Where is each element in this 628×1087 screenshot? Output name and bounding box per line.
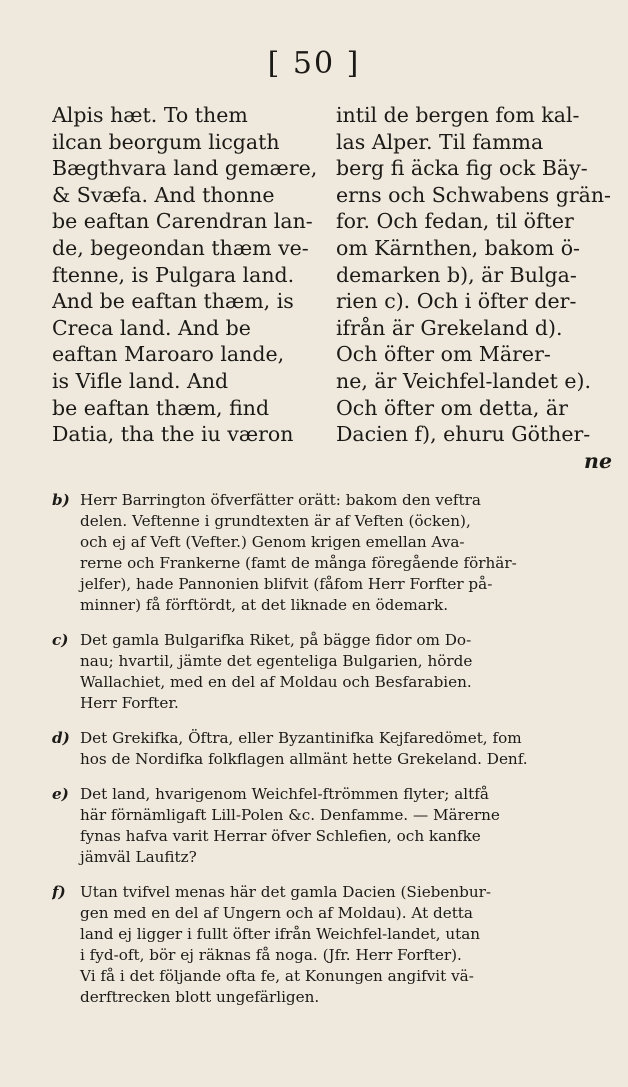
text-line: ifrån är Grekeland d). [336,315,563,340]
text-line: be eaftan thæm, find [52,395,270,420]
page-number: [ 50 ] [267,46,361,81]
text-line: demarken b), är Bulga- [336,262,577,287]
footnote-line: jämväl Laufitz? [80,848,197,866]
footnote-line: delen. Veftenne i grundtexten är af Veften (öcken), [80,512,471,530]
footnote-f [52,882,612,1008]
footnote-line: Herr Barrington öfverfätter orätt: bakom den veftra [80,491,481,509]
text-line: intil de bergen fom kal- [336,103,580,127]
footnote-line: jelfer), hade Pannonien blifvit (fåfom Herr Forfter på- [80,575,493,593]
text-line: Alpis hæt. To them [52,103,248,127]
footnote-line: nau; hvartil, jämte det egenteliga Bulgarien, hörde [80,652,473,670]
footnote-line: Det gamla Bulgarifka Riket, på bägge fidor om Do- [80,631,472,649]
text-line: Och öfter om Märer- [336,342,551,367]
footnote-line: derftrecken blott ungefärligen. [80,988,320,1006]
footnote-mark: b) [52,491,70,509]
text-line: ilcan beorgum licgath [52,129,280,154]
text-line: berg fi äcka fig ock Bäy- [336,156,588,181]
text-line: rien c). Och i öfter der- [336,289,577,314]
text-line: Bægthvara land gemære, [52,156,318,181]
footnote-line: minner) få förftördt, at det liknade en ödemark. [80,596,449,614]
footnote-line: och ej af Veft (Vefter.) Genom krigen emellan Ava- [80,533,465,551]
text-line: las Alper. Til famma [336,129,544,154]
footnote-d [52,728,612,770]
text-line: Och öfter om detta, är [336,395,568,420]
footnote-c [52,630,612,714]
footnote-line: Wallachiet, med en del af Moldau och Besfarabien. [80,673,472,691]
parallel-text [52,102,612,474]
footnote-line: i fyd-oft, bör ej räknas få noga. (Jfr. Herr Forfter). [80,946,462,964]
text-line: erns och Schwabens grän- [336,182,611,207]
footnote-b [52,490,612,616]
text-line: Creca land. And be [52,315,251,340]
footnote-line: gen med en del af Ungern och af Moldau). At detta [80,904,473,922]
footnote-line: här förnämligaft Lill-Polen &c. Denfamme. — Märerne [80,806,500,824]
text-line: de, begeondan thæm ve- [52,235,309,260]
text-line: ne, är Veichfel-landet e). [336,368,592,393]
text-line: And be eaftan thæm, is [52,289,294,314]
footnote-line: hos de Nordifka folkflagen allmänt hette Grekeland. Denf. [80,750,528,768]
text-line: Datia, tha the iu væron [52,422,294,447]
anglo-saxon-column [52,102,322,474]
text-line: eaftan Maroaro lande, [52,342,285,367]
footnote-line: Utan tvifvel menas här det gamla Dacien (Siebenbur- [80,883,492,901]
footnote-mark: c) [52,631,69,649]
footnotes [52,490,612,1022]
footnote-line: land ej ligger i fullt öfter ifrån Weichfel-landet, utan [80,925,481,943]
footnote-line: fynas hafva varit Herrar öfver Schlefien, och kanfke [80,827,481,845]
footnote-mark: d) [52,729,70,747]
text-line: om Kärnthen, bakom ö- [336,235,580,260]
text-line: is Vifle land. And [52,368,229,393]
footnote-line: Det land, hvarigenom Weichfel-ftrömmen flyter; altfå [80,785,489,803]
catchword: ne [584,448,612,473]
footnote-e [52,784,612,868]
swedish-column [336,102,612,474]
footnote-line: Det Grekifka, Öftra, eller Byzantinifka Kejfaredömet, fom [80,729,522,747]
footnote-mark: e) [52,785,69,803]
footnote-mark: f) [52,883,66,901]
text-line: ftenne, is Pulgara land. [52,262,295,287]
footnote-line: Vi få i det följande ofta fe, at Konungen angifvit vä- [80,967,474,985]
footnote-line: Herr Forfter. [80,694,179,712]
text-line: for. Och fedan, til öfter [336,209,574,234]
text-line: be eaftan Carendran lan- [52,209,313,234]
text-line: Dacien f), ehuru Göther- [336,422,591,447]
footnote-line: rerne och Frankerne (famt de många föregående förhär- [80,554,517,572]
text-line: & Svæfa. And thonne [52,182,275,207]
